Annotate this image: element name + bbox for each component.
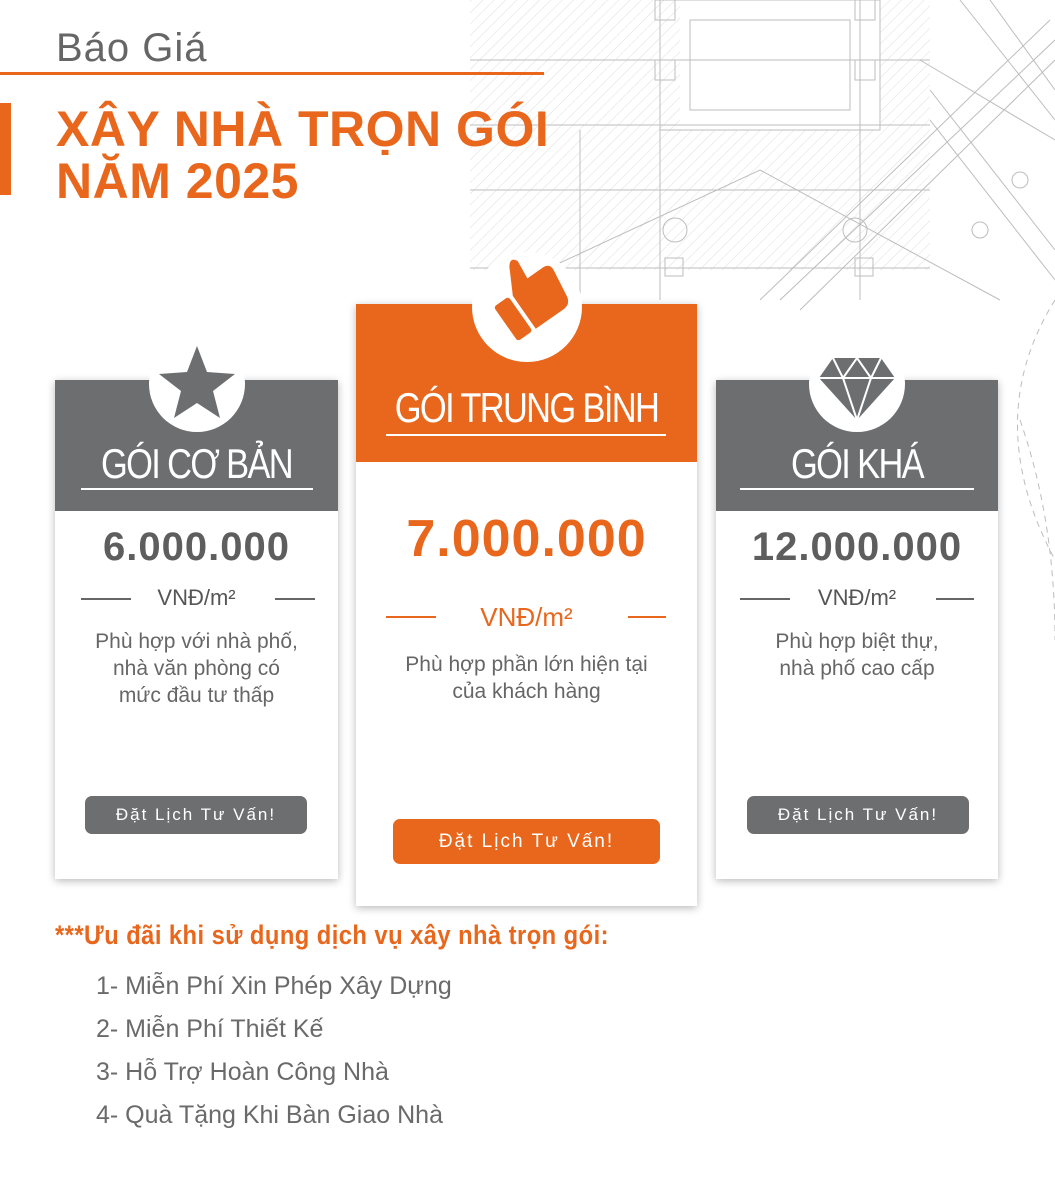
description-line: Phù hợp biệt thự,	[775, 630, 939, 653]
package-card-good	[716, 380, 998, 879]
unit-divider-right	[275, 598, 315, 600]
offer-item: 2- Miễn Phí Thiết Kế	[96, 1015, 324, 1043]
diamond-icon	[809, 336, 905, 432]
title-accent-bar	[0, 103, 11, 195]
book-consultation-button[interactable]: Đặt Lịch Tư Vấn!	[85, 796, 307, 834]
package-price: 7.000.000	[406, 510, 647, 568]
page-subtitle: Báo Giá	[56, 26, 208, 70]
package-card-basic	[55, 380, 338, 879]
package-name-underline	[386, 434, 666, 436]
package-name: GÓI KHÁ	[790, 440, 924, 487]
description-line: Phù hợp phần lớn hiện tại	[405, 653, 648, 676]
offer-item: 4- Quà Tặng Khi Bàn Giao Nhà	[96, 1101, 443, 1129]
page-title-line-2: NĂM 2025	[56, 153, 299, 209]
subtitle-divider	[0, 72, 544, 75]
icon-badge	[149, 336, 245, 432]
package-unit: VNĐ/m²	[157, 585, 236, 610]
star-icon	[149, 336, 245, 432]
description-line: mức đầu tư thấp	[118, 684, 275, 707]
offer-item: 1- Miễn Phí Xin Phép Xây Dựng	[96, 972, 452, 1000]
book-consultation-button[interactable]: Đặt Lịch Tư Vấn!	[393, 819, 660, 864]
package-name-underline	[740, 488, 974, 490]
description-line: Phù hợp với nhà phố,	[95, 630, 298, 653]
package-price: 12.000.000	[751, 525, 963, 569]
package-card-medium	[356, 304, 697, 906]
package-unit: VNĐ/m²	[817, 585, 897, 610]
offer-item: 3- Hỗ Trợ Hoàn Công Nhà	[96, 1058, 389, 1086]
thumbs-up-icon	[472, 242, 582, 352]
package-name: GÓI TRUNG BÌNH	[394, 384, 659, 431]
description-line: của khách hàng	[452, 680, 601, 703]
package-price: 6.000.000	[103, 525, 290, 569]
book-consultation-button[interactable]: Đặt Lịch Tư Vấn!	[747, 796, 969, 834]
package-name: GÓI CƠ BẢN	[100, 440, 293, 487]
package-name-underline	[81, 488, 313, 490]
package-description	[65, 628, 328, 709]
unit-divider-right	[628, 616, 666, 618]
offers-title: ***Ưu đãi khi sử dụng dịch vụ xây nhà trọn gói:	[55, 920, 609, 950]
description-line: nhà văn phòng có	[113, 657, 280, 680]
description-line: nhà phố cao cấp	[779, 657, 935, 680]
page-title-line-1: XÂY NHÀ TRỌN GÓI	[56, 101, 550, 157]
package-description	[726, 628, 988, 682]
icon-badge	[472, 252, 582, 362]
unit-divider-right	[936, 598, 974, 600]
page-title	[56, 103, 549, 207]
package-unit: VNĐ/m²	[480, 602, 573, 632]
package-description	[366, 651, 687, 705]
icon-badge	[809, 336, 905, 432]
